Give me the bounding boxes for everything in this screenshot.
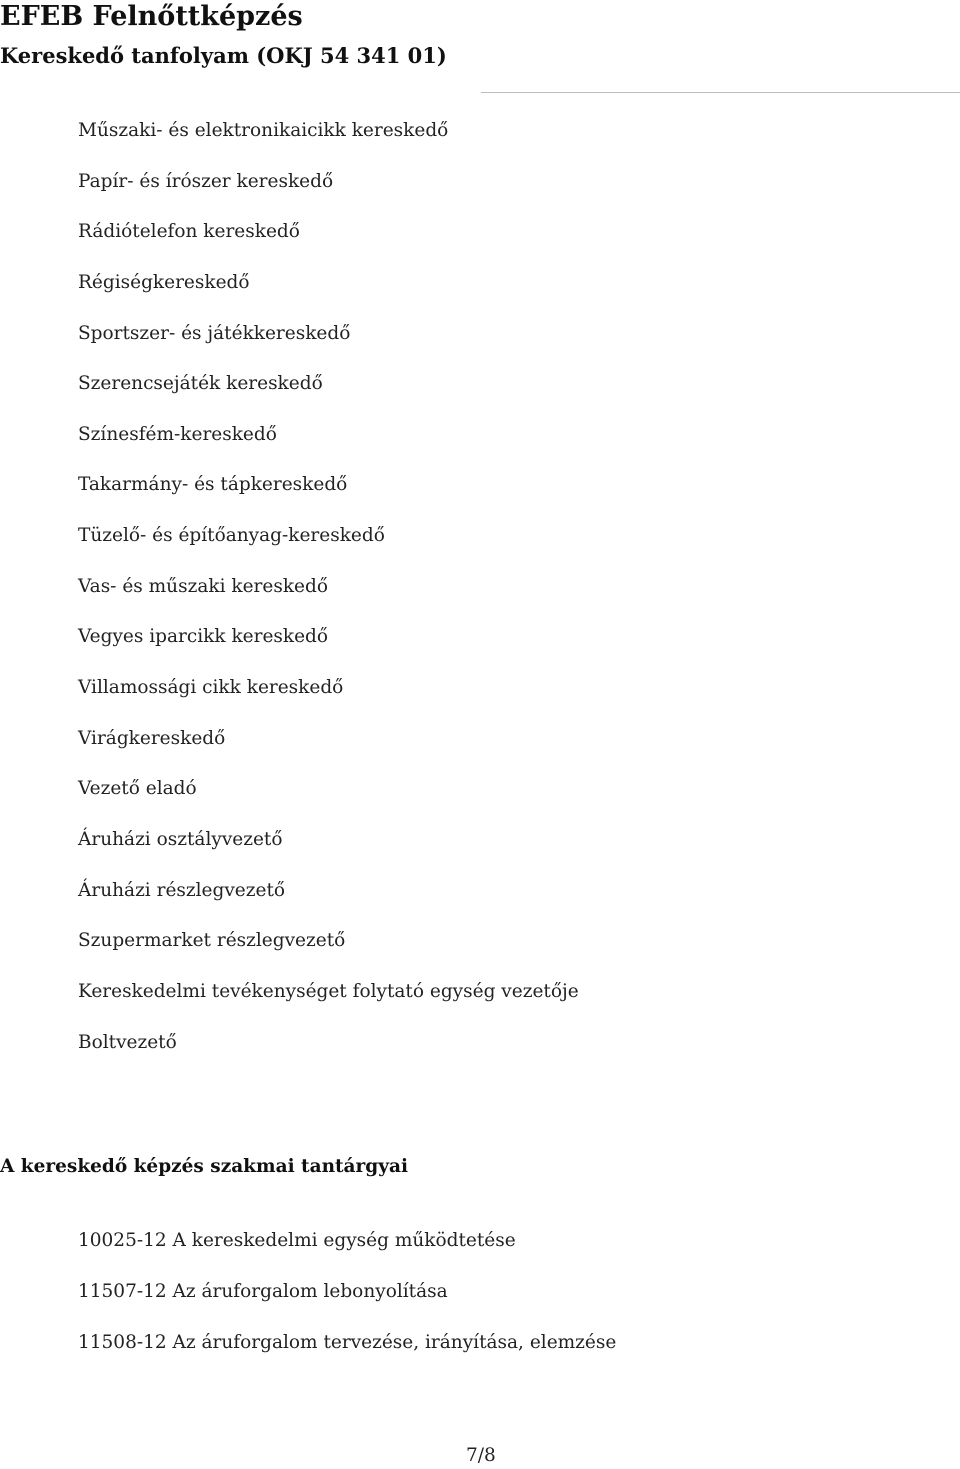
header-divider [481,92,960,93]
list-item: Szerencsejáték kereskedő [78,373,323,395]
list-item: Vezető eladó [78,778,197,800]
page-number: 7/8 [466,1445,496,1466]
list-item: Vegyes iparcikk kereskedő [78,626,329,648]
subject-item: 11508-12 Az áruforgalom tervezése, irányítása, elemzése [78,1332,617,1353]
list-item: Tüzelő- és építőanyag-kereskedő [78,525,385,547]
list-item: Műszaki- és elektronikaicikk kereskedő [78,120,449,141]
list-item: Kereskedelmi tevékenységet folytató egység vezetője [78,980,579,1002]
list-item: Virágkereskedő [78,727,226,749]
course-title: Kereskedő tanfolyam (OKJ 54 341 01) [0,43,447,68]
list-item: Áruházi osztályvezető [78,828,283,850]
list-item: Színesfém-kereskedő [78,423,277,445]
site-title: EFEB Felnőttképzés [0,1,303,32]
list-item: Boltvezető [78,1031,177,1053]
list-item: Rádiótelefon kereskedő [78,221,300,243]
list-item: Áruházi részlegvezető [78,879,286,901]
list-item: Vas- és műszaki kereskedő [78,575,328,597]
subject-item: 10025-12 A kereskedelmi egység működtetése [78,1230,516,1251]
occupation-list [78,117,579,1079]
list-item: Papír- és írószer kereskedő [78,170,334,192]
list-item: Szupermarket részlegvezető [78,930,346,952]
list-item: Takarmány- és tápkereskedő [78,474,348,496]
section-heading: A kereskedő képzés szakmai tantárgyai [0,1156,408,1177]
subject-list [78,1227,616,1380]
list-item: Villamossági cikk kereskedő [78,677,344,699]
list-item: Régiségkereskedő [78,271,250,293]
subject-item: 11507-12 Az áruforgalom lebonyolítása [78,1281,448,1302]
list-item: Sportszer- és játékkereskedő [78,322,351,344]
